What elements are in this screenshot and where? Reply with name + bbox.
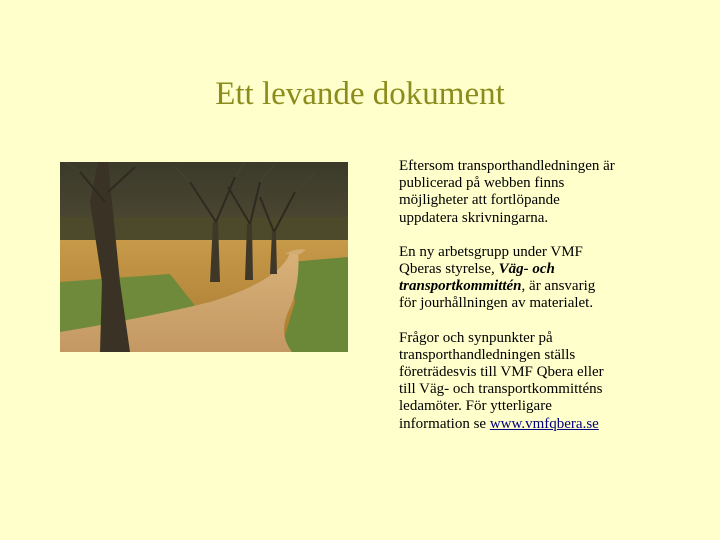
paragraph-questions — [399, 330, 689, 433]
committee-name: Väg- och transportkommittén — [399, 261, 555, 295]
paragraph-web-publication: Eftersom transporthandledningen är publicerad på webben finns möjligheter att fortlöpande uppdatera skrivningarna. — [399, 158, 615, 226]
body-text — [399, 158, 689, 433]
paragraph-working-group — [399, 244, 689, 313]
paragraph-working-group-tail: , är ansvarig för jourhållningen av materialet. — [399, 278, 596, 312]
paragraph-questions-text: Frågor och synpunkter på transporthandledningen ställs företrädesvis till VMF Qbera eller till Väg- och transportkommitténs ledamöter. För ytterligare information se — [399, 329, 604, 432]
slide-title: Ett levande dokument — [215, 76, 505, 112]
country-road-photo — [60, 162, 348, 352]
website-link[interactable]: www.vmfqbera.se — [489, 415, 599, 432]
paragraph-working-group-text: En ny arbetsgrupp under VMF Qberas styrelse, — [399, 243, 583, 278]
